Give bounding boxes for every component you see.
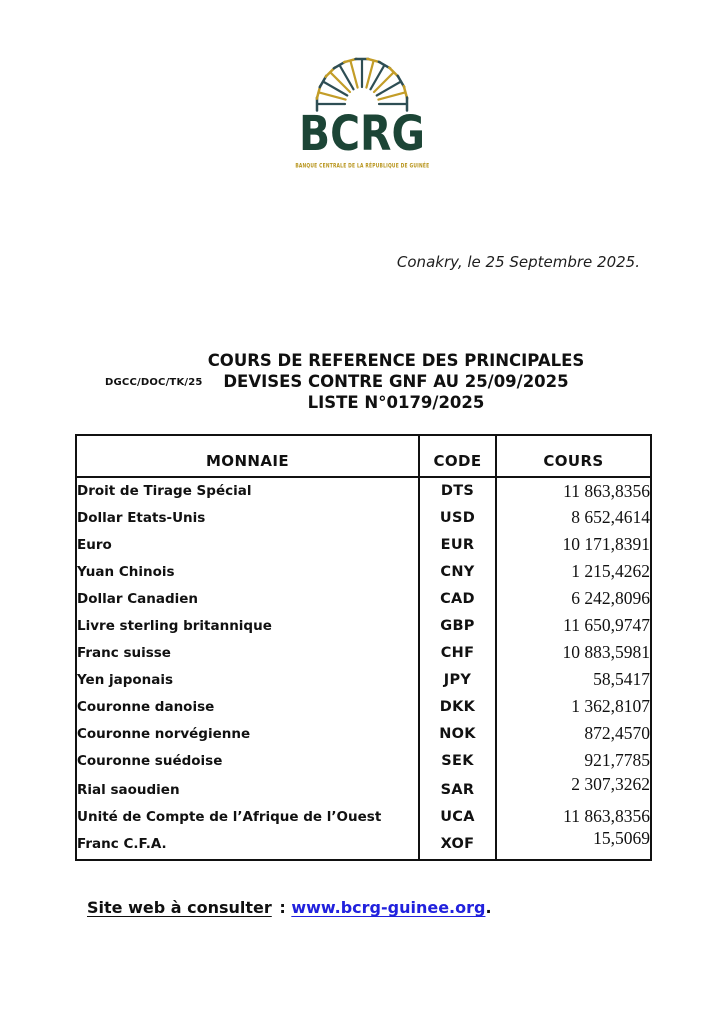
- currency-name-cell: Dollar Canadien: [77, 590, 198, 607]
- table-row: [76, 477, 651, 504]
- currency-code-cell: XOF: [419, 828, 496, 860]
- logo-tagline: BANQUE CENTRALE DE LA RÉPUBLIQUE DE GUINÉE: [294, 163, 430, 170]
- title-line-2: DEVISES CONTRE GNF AU 25/09/2025: [223, 372, 569, 391]
- logo-rays-icon: [287, 46, 437, 110]
- footer-period: .: [485, 898, 492, 917]
- currency-code-cell: UCA: [419, 805, 496, 828]
- currency-code-cell: CNY: [419, 558, 496, 585]
- rate-value-cell: 15,5069: [496, 828, 651, 860]
- currency-code-cell: CAD: [419, 585, 496, 612]
- footer-colon: :: [273, 898, 292, 917]
- currency-code-cell: JPY: [419, 666, 496, 693]
- table-row: [76, 828, 651, 860]
- rate-value-cell: 10 883,5981: [496, 639, 651, 666]
- column-header-monnaie: MONNAIE: [76, 435, 419, 477]
- table-row: [76, 805, 651, 828]
- currency-name-cell: Franc C.F.A.: [77, 835, 167, 852]
- dateline: Conakry, le 25 Septembre 2025.: [396, 253, 640, 271]
- currency-code-cell: SEK: [419, 747, 496, 774]
- column-header-cours: COURS: [496, 435, 651, 477]
- rate-value-cell: 11 863,8356: [496, 477, 651, 504]
- rate-value-cell: 11 650,9747: [496, 612, 651, 639]
- currency-code-cell: SAR: [419, 774, 496, 805]
- currency-name-cell: Couronne suédoise: [77, 752, 223, 769]
- currency-code-cell: NOK: [419, 720, 496, 747]
- table-row: [76, 531, 651, 558]
- rate-value-cell: 58,5417: [496, 666, 651, 693]
- column-header-code: CODE: [419, 435, 496, 477]
- rate-value-cell: 11 863,8356: [496, 805, 651, 828]
- currency-name-cell: Livre sterling britannique: [77, 617, 272, 634]
- currency-code-cell: DTS: [419, 477, 496, 504]
- site-footer: [87, 898, 492, 917]
- currency-code-cell: DKK: [419, 693, 496, 720]
- currency-name-cell: Rial saoudien: [77, 781, 180, 798]
- currency-name-cell: Couronne norvégienne: [77, 725, 251, 742]
- table-row: [76, 666, 651, 693]
- table-header-row: [76, 435, 651, 477]
- rates-table: [75, 434, 652, 861]
- title-line-3: LISTE N°0179/2025: [307, 393, 485, 412]
- table-row: [76, 612, 651, 639]
- rate-value-cell: 8 652,4614: [496, 504, 651, 531]
- table-row: [76, 558, 651, 585]
- rate-value-cell: 1 362,8107: [496, 693, 651, 720]
- currency-name-cell: Yen japonais: [77, 671, 174, 688]
- currency-name-cell: Euro: [77, 536, 112, 553]
- site-label: Site web à consulter: [87, 898, 272, 917]
- table-row: [76, 774, 651, 805]
- currency-name-cell: Couronne danoise: [77, 698, 215, 715]
- rate-value-cell: 2 307,3262: [496, 774, 651, 805]
- table-row: [76, 585, 651, 612]
- currency-name-cell: Yuan Chinois: [77, 563, 175, 580]
- table-row: [76, 720, 651, 747]
- table-row: [76, 747, 651, 774]
- table-row: [76, 639, 651, 666]
- currency-code-cell: CHF: [419, 639, 496, 666]
- currency-name-cell: Droit de Tirage Spécial: [77, 483, 252, 499]
- rate-value-cell: 6 242,8096: [496, 585, 651, 612]
- rate-value-cell: 1 215,4262: [496, 558, 651, 585]
- rate-value-cell: 872,4570: [496, 720, 651, 747]
- currency-name-cell: Dollar Etats-Unis: [77, 509, 206, 526]
- table-row: [76, 504, 651, 531]
- rate-value-cell: 921,7785: [496, 747, 651, 774]
- title-line-1: COURS DE REFERENCE DES PRINCIPALES: [207, 351, 585, 370]
- ref-code: DGCC/DOC/TK/25: [105, 377, 203, 388]
- currency-code-cell: USD: [419, 504, 496, 531]
- currency-name-cell: Franc suisse: [77, 644, 171, 661]
- document-title: [66, 350, 724, 413]
- table-row: [76, 693, 651, 720]
- website-link[interactable]: www.bcrg-guinee.org: [291, 898, 486, 917]
- currency-code-cell: EUR: [419, 531, 496, 558]
- bcrg-logo: [0, 46, 724, 170]
- rate-value-cell: 10 171,8391: [496, 531, 651, 558]
- currency-name-cell: Unité de Compte de l’Afrique de l’Ouest: [77, 808, 382, 825]
- currency-code-cell: GBP: [419, 612, 496, 639]
- logo-acronym: BCRG: [299, 106, 425, 162]
